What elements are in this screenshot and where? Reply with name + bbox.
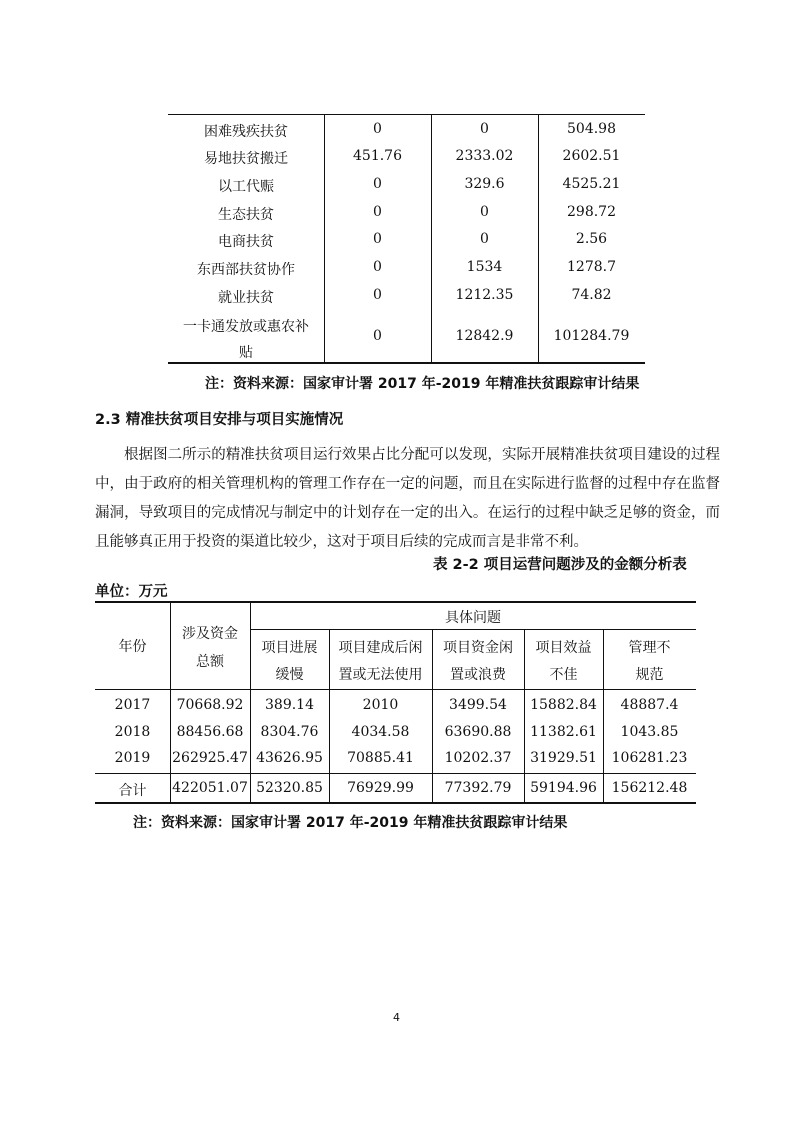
table1-cell: 0 [480,121,489,137]
table1-cell: 2333.02 [455,148,514,164]
table2-total-label: 合计 [118,783,147,799]
table2-source-note: 注：资料来源：国家审计署 2017 年-2019 年精准扶贫跟踪审计结果 [133,815,568,831]
table2-total-cell: 156212.48 [611,780,688,796]
unit-label: 单位：万元 [95,584,168,600]
table1-cell: 0 [373,287,382,303]
table1-cell: 0 [373,231,382,247]
table2-cell: 63690.88 [444,724,512,740]
table1-bottom-rule [168,362,645,364]
table2-header-rule [95,689,696,690]
table2-header-col: 项目建成后闲 [338,640,423,656]
table1-cell: 298.72 [567,204,616,220]
paragraph-text: 根据图二所示的精准扶贫项目运行效果占比分配可以发现，实际开展精准扶贫项目建设的过程中，由于政府的相关管理机构的管理工作存在一定的问题，而且在实际进行监督的过程中存在监督漏洞，导致项目的完成情况与制定中的计划存在一定的出入。在运行的过程中缺乏足够的资金，而且能够真正用于投资的渠道比较少，这对于项目后续的完成而言是非常不利。 [95,447,720,550]
table1-row-label: 贴 [239,345,253,361]
table1-cell: 2.56 [575,231,608,247]
table2-cell: 70885.41 [347,750,414,766]
table1-top-rule [168,114,645,115]
table2-header-col: 不佳 [549,667,578,683]
table2-header-total: 总额 [196,654,224,670]
table1-cell: 1534 [466,259,503,275]
table1-cell: 74.82 [571,287,612,303]
table1-cell: 2602.51 [562,148,621,164]
section-heading: 2.3 精准扶贫项目安排与项目实施情况 [95,412,344,428]
table1-cell: 0 [373,121,382,137]
table1-cell: 1212.35 [455,287,514,303]
table2-bottom-rule [95,802,696,804]
table2-total-cell: 76929.99 [347,780,414,796]
table2-cell-year: 2017 [114,697,151,713]
table2-cell: 88456.68 [176,724,244,740]
table2-cell: 4034.58 [351,724,410,740]
table2-cell: 10202.37 [444,750,512,766]
table2-cell: 11382.61 [530,724,597,740]
section-paragraph [95,441,720,557]
table2-header-col: 缓慢 [275,667,304,683]
table1-cell: 0 [480,204,489,220]
page-number: 4 [393,1011,400,1024]
table2-cell-year: 2019 [114,750,151,766]
table1-cell: 0 [373,259,382,275]
table2-header-col: 项目效益 [535,640,592,656]
table2-header-year: 年份 [118,639,147,655]
table1-cell: 451.76 [353,148,402,164]
table2-total-cell: 59194.96 [530,780,597,796]
table2-cell: 8304.76 [260,724,319,740]
table2-cell: 43626.95 [256,750,323,766]
table2-header-col: 置或浪费 [450,667,506,683]
table1-source-note: 注：资料来源：国家审计署 2017 年-2019 年精准扶贫跟踪审计结果 [205,376,640,392]
table1-row-label: 一卡通发放或惠农补 [183,319,309,335]
table2-cell: 3499.54 [449,697,507,713]
table1-cell: 0 [373,204,382,220]
table2-cell: 70668.92 [176,697,244,713]
table-caption: 表 2-2 项目运营问题涉及的金额分析表 [433,557,687,573]
table2-cell: 262925.47 [172,750,248,766]
table1-cell: 12842.9 [455,328,514,344]
table2-cell: 2010 [362,697,399,713]
table1-cell: 329.6 [464,176,505,192]
table2-cell: 15882.84 [530,697,597,713]
table1-row-label: 东西部扶贫协作 [197,262,295,278]
table1-cell: 1278.7 [567,259,616,275]
table1-cell: 0 [373,176,382,192]
table2-cell: 106281.23 [611,750,688,766]
table2-top-rule [95,601,696,603]
table2-header-col: 项目进展 [261,640,318,656]
table2-group-rule [250,629,696,630]
table2-header-total: 涉及资金 [182,626,238,642]
table2-cell: 389.14 [265,697,314,713]
table1-row-label: 以工代赈 [218,179,274,195]
table2-header-col: 规范 [635,667,664,683]
table2-cell: 1043.85 [620,724,679,740]
table2-cell: 48887.4 [620,697,679,713]
table1-row-label: 易地扶贫搬迁 [204,151,288,167]
table2-cell-year: 2018 [114,724,151,740]
table2-header-col: 管理不 [628,640,671,656]
table1-cell: 0 [480,231,489,247]
table1-cell: 504.98 [567,121,616,137]
table2-total-cell: 77392.79 [444,780,512,796]
table2-total-rule [95,773,696,774]
table2-total-cell: 422051.07 [172,780,248,796]
table1-row-label: 生态扶贫 [218,207,274,223]
table1-cell: 4525.21 [562,176,621,192]
table1-cell: 0 [373,328,382,344]
table2-header-col: 项目资金闲 [443,640,513,656]
table2-header-group: 具体问题 [445,610,501,626]
table1-cell: 101284.79 [553,328,630,344]
table2-total-cell: 52320.85 [256,780,323,796]
table2-cell: 31929.51 [530,750,597,766]
table1-row-label: 电商扶贫 [218,234,274,250]
table1-row-label: 就业扶贫 [218,290,274,306]
table1-row-label: 困难残疾扶贫 [204,124,288,140]
table2-header-col: 置或无法使用 [338,667,423,683]
